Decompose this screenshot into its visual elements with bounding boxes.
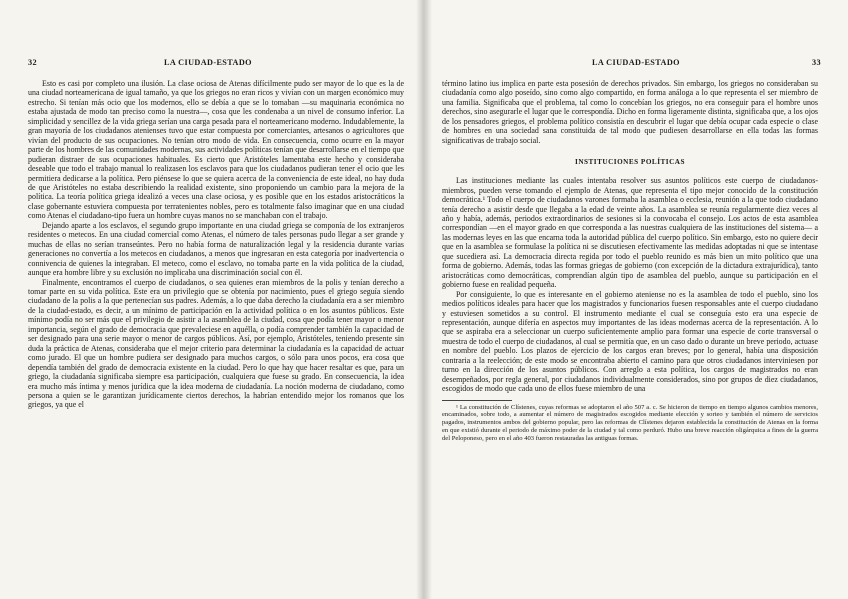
- paragraph: Dejando aparte a los esclavos, el segundo grupo importante en una ciudad griega se componía de los extranjeros residentes o metecos. En una ciudad comercial como Atenas, el número de tales personas pudo llegar a ser grande y muchas de ellas no serían transeúntes. Pero no había forma de naturalización legal y la residencia durante varias generaciones no convertía a los metecos en ciudadanos, a menos que ingresaran en esta categoría por inadvertencia o connivencia de quienes la integraban. El meteco, como el esclavo, no tomaba parte en la vida política de la ciudad, aunque era hombre libre y su exclusión no implicaba una discriminación social con él.: [28, 220, 404, 278]
- section-heading: INSTITUCIONES POLÍTICAS: [575, 158, 685, 167]
- footnotes: [442, 400, 818, 443]
- running-title: LA CIUDAD-ESTADO: [592, 58, 680, 67]
- right-body-text: [442, 79, 818, 442]
- paragraph: Por consiguiente, lo que es interesante en el gobierno ateniense no es la asamblea de todo el pueblo, sino los medios políticos ideales para hacer que los magistrados y funcionarios fuesen responsables ante el cuerpo ciudadano y estuviesen sometidos a su control. El instrumento mediante el cual se conseguía esto era una especie de representación, aunque difería en aspectos muy importantes de las ideas modernas acerca de la representación. A lo que se aspiraba era a seleccionar un cuerpo suficientemente amplio para formar una especie de corte transversal o muestra de todo el cuerpo de ciudadanos, al cual se permitía que, en un caso dado o durante un breve periodo, actuase en nombre del pueblo. Los plazos de ejercicio de los cargos eran breves; por lo general, había una disposición contraria a la reelección; de este modo se encontraba abierto el camino para que otros ciudadanos interviniesen por turno en la dirección de los asuntos públicos. Con arreglo a esta política, los cargos de magistrados no eran desempeñados, por regla general, por ciudadanos individualmente considerados, sino por grupos de diez ciudadanos, escogidos de modo que cada uno de ellos fuese miembro de una: [442, 289, 818, 394]
- right-page: [424, 0, 848, 599]
- left-body-text: [28, 79, 404, 410]
- page-number: 33: [812, 58, 821, 67]
- paragraph: Finalmente, encontramos el cuerpo de ciudadanos, o sea quienes eran miembros de la polis y tenían derecho a tomar parte en su vida política. Este era un privilegio que se obtenía por nacimiento, pues el griego seguía siendo ciudadano de la polis a la que pertenecían sus padres. Además, a lo que daba derecho la ciudadanía era a ser miembro de la ciudad-estado, es decir, a un mínimo de participación en la actividad política o en los asuntos públicos. Este mínimo podía no ser más que el privilegio de asistir a la asamblea de la ciudad, cosa que podía tener mayor o menor importancia, según el grado de democracia que prevaleciese en aquélla, o podía comprender también la capacidad de ser designado para una serie mayor o menor de cargos públicos. Así, por ejemplo, Aristóteles, teniendo presente sin duda la práctica de Atenas, consideraba que el mejor criterio para determinar la ciudadanía es la capacidad de actuar como jurado. El que un hombre pudiera ser designado para muchos cargos, o sólo para unos pocos, era cosa que dependía también del grado de democracia existente en la ciudad. Pero lo que hay que hacer resaltar es que, para un griego, la ciudadanía significaba siempre esa participación, cualquiera que fuese su grado. En consecuencia, la idea era mucho más íntima y menos jurídica que la idea moderna de ciudadanía. La noción moderna de ciudadano, como persona a quien se le garantizan jurídicamente ciertos derechos, la habrían entendido mejor los romanos que los griegos, ya que el: [28, 277, 404, 410]
- page-number: 32: [28, 58, 37, 67]
- paragraph: Las instituciones mediante las cuales intentaba resolver sus asuntos políticos este cuerpo de ciudadanos-miembros, pueden verse tomando el ejemplo de Atenas, que representa el tipo mejor conocido de la constitución democrática.¹ Todo el cuerpo de ciudadanos varones formaba la asamblea o ecclesia, reunión a la que todo ciudadano tenía derecho a asistir desde que llegaba a la edad de veinte años. La asamblea se reunía regularmente diez veces al año y había, además, periodos extraordinarios de sesiones si la convocaba el consejo. Los actos de esta asamblea correspondían —en el mayor grado en que corresponda a las nuestras cualquiera de las instituciones del sistema— a las modernas leyes en las que encarna toda la autoridad pública del cuerpo político. Sin embargo, esto no quiere decir que en la asamblea se formulase la política ni se discutiesen efectivamente las medidas adoptadas ni que se intentase que sucediera así. La democracia directa regida por todo el pueblo reunido es más bien un mito político que una forma de gobierno. Además, todas las formas griegas de gobierno (con excepción de la dictadura extrajurídica), tanto aristocráticas como democráticas, comprendían algún tipo de asamblea del pueblo, aunque su participación en el gobierno fuese en realidad pequeña.: [442, 176, 818, 290]
- footnote: ¹ La constitución de Clístenes, cuyas reformas se adoptaron el año 507 a. c. Se hicieron de tiempo en tiempo algunos cambios menores, encaminados, sobre todo, a aumentar el número de magistrados escogidos mediante elección y sorteo y también el número de servicios pagados, instrumentos ambos del gobierno popular, pero las reformas de Clístenes dejaron establecida la constitución de Atenas en la forma en que existió durante el periodo de máximo poder de la ciudad y tal como perduró. Hubo una breve reacción oligárquica a fines de la guerra del Peloponeso, pero en el año 403 fueron restauradas las antiguas formas.: [442, 403, 818, 442]
- paragraph: término latino ius implica en parte esta posesión de derechos privados. Sin embargo, los griegos no consideraban su ciudadanía como algo poseído, sino como algo compartido, en forma análoga a lo que representa el ser miembro de una familia. Significaba que el problema, tal como lo concebían los griegos, no era conseguir para el hombre unos derechos, sino asegurarle el lugar que le correspondía. Dicho en forma ligeramente distinta, significaba que, a los ojos de los pensadores griegos, el problema político consistía en descubrir el lugar que debía ocupar cada especie o clase de hombres en una sociedad sana constituida de tal modo que pudiesen desarrollarse en ella todas las formas significativas de trabajo social.: [442, 79, 818, 145]
- book-gutter: [416, 0, 432, 599]
- paragraph: Esto es casi por completo una ilusión. La clase ociosa de Atenas difícilmente pudo ser mayor de lo que es la de una ciudad norteamericana de igual tamaño, ya que los griegos no eran ricos y vivían con un margen económico muy estrecho. Si tenían más ocio que los modernos, ello se debía a que se lo tomaban —su maquinaria económica no estaba ajustada de modo tan preciso como la nuestra—, cosa que les condenaba a un nivel de consumo inferior. La simplicidad y sencillez de la vida griega serían una carga pesada para el norteamericano moderno. Indudablemente, la gran mayoría de los ciudadanos atenienses tuvo que estar compuesta por comerciantes, artesanos o agricultores que vivían del producto de sus ocupaciones. No tenían otro modo de vida. En consecuencia, como ocurre en la mayor parte de los hombres de las comunidades modernas, sus actividades políticas tenían que desarrollarse en el tiempo que pudieran distraer de sus ocupaciones habituales. Es cierto que Aristóteles lamentaba este hecho y consideraba deseable que todo el trabajo manual lo realizasen los esclavos para que los ciudadanos pudieran tener el ocio que les permitiera dedicarse a la política. Pero piénsese lo que se quiera acerca de la conveniencia de este ideal, no hay duda de que Aristóteles no estaba describiendo la realidad existente, sino proponiendo un cambio para la mejora de la política. La teoría política griega idealizó a veces una clase ociosa, y es posible que en los estados aristocráticos la clase gobernante estuviera compuesta por terratenientes nobles, pero es totalmente falso imaginar que en una ciudad como Atenas el ciudadano-tipo fuera un hombre cuyas manos no se manchaban con el trabajo.: [28, 79, 404, 221]
- running-title: LA CIUDAD-ESTADO: [164, 58, 252, 67]
